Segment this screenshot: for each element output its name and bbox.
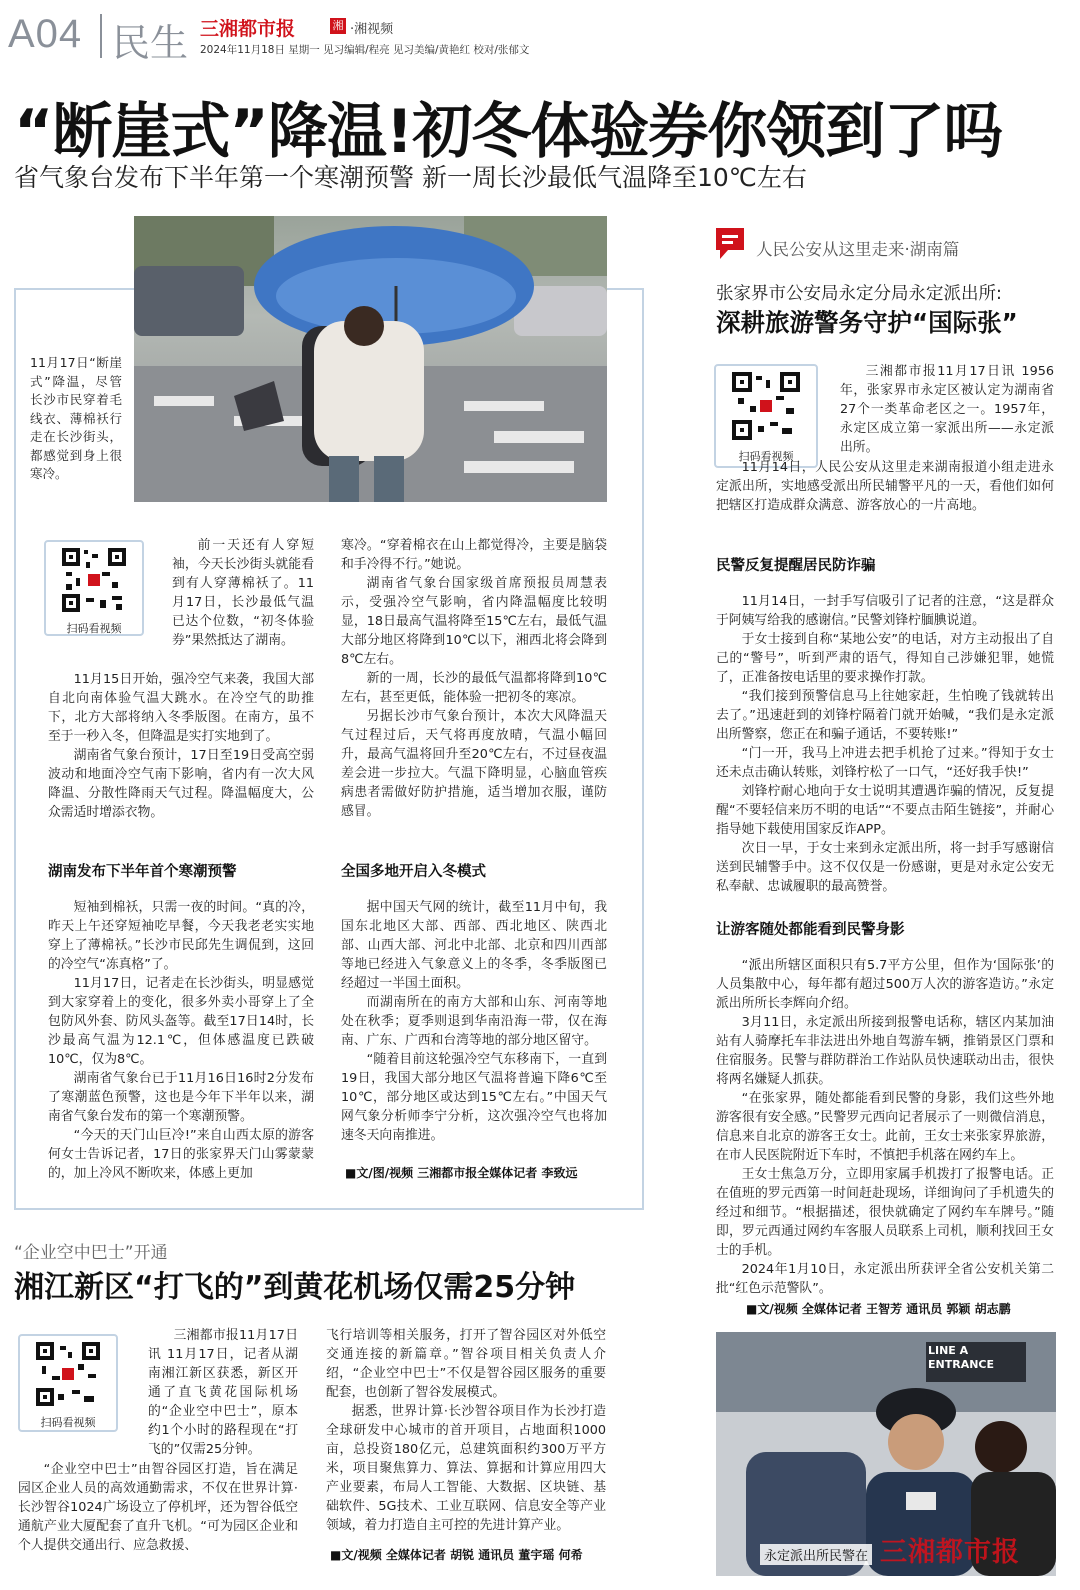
- main-subhead: 省气象台发布下半年第一个寒潮预警 新一周长沙最低气温降至10℃左右: [14, 163, 807, 192]
- paragraph: “在张家界，随处都能看到民警的身影，我们这些外地游客很有安全感。”民警罗元西向记者展示了一则微信消息，信息来自北京的游客王女士。此前，王女士来张家界旅游，在市人民医院附近下车时，不慎把手机落在网约车上。: [716, 1091, 1054, 1163]
- second-col1-top: [148, 1326, 298, 1459]
- main-col1-top: [172, 536, 314, 650]
- main-col2-bottom: [341, 898, 607, 1145]
- paragraph: “随着目前这轮强冷空气东移南下，一直到19日，我国大部分地区气温将普遍下降6℃至10℃，部分地区或达到15℃左右。”中国天气网气象分析师李宁分析，这次强冷空气也将加速冬天向南推进。: [341, 1052, 607, 1143]
- paragraph: 湖南省气象台已于11月16日16时2分发布了寒潮蓝色预警，这也是今年下半年以来，湖南省气象台发布的第一个寒潮预警。: [48, 1071, 314, 1124]
- main-col1-mid: [48, 670, 314, 822]
- main-photo: [134, 216, 607, 502]
- second-col1-bottom: [18, 1460, 298, 1555]
- second-byline: ■文/视频 全媒体记者 胡锐 通讯员 董宇瑶 何希: [330, 1548, 583, 1562]
- right-section-2: [716, 956, 1054, 1298]
- right-byline: ■文/视频 全媒体记者 王智芳 通讯员 郭颖 胡志鹏: [746, 1302, 1011, 1316]
- issue-meta: 2024年11月18日 星期一 见习编辑/程亮 见习美编/黄艳红 校对/张郁文: [200, 44, 530, 56]
- paragraph: “派出所辖区面积只有5.7平方公里，但作为‘国际张’的人员集散中心，每年都有超过500万人次的游客造访。”永定派出所所长李辉向介绍。: [716, 958, 1054, 1011]
- paragraph: 湖南省气象台预计，17日至19日受高空弱波动和地面冷空气南下影响，省内有一次大风降温、分散性降雨天气过程。降温幅度大，公众需适时增添衣物。: [48, 748, 314, 820]
- paragraph: 次日一早，于女士来到永定派出所，将一封手写感谢信送到民辅警手中。这不仅仅是一份感谢，更是对永定公安无私奉献、忠诚履职的最高赞誉。: [716, 841, 1054, 894]
- header-divider: [100, 14, 102, 58]
- main-col1-bottom: [48, 898, 314, 1183]
- paragraph: 寒冷。“穿着棉衣在山上都觉得冷，主要是脑袋和手冷得不行。”她说。: [341, 538, 607, 572]
- paragraph: 11月14日，人民公安从这里走来湖南报道小组走进永定派出所，实地感受派出所民辅警平凡的一天，看他们如何把辖区打造成群众满意、游客放心的一片高地。: [716, 460, 1054, 513]
- paragraph: 前一天还有人穿短袖，今天长沙街头就能看到有人穿薄棉袄了。11月17日，长沙最低气温已达个位数，“初冬体验券”果然抵达了湖南。: [172, 538, 314, 648]
- paragraph: “企业空中巴士”由智谷园区打造，旨在满足园区企业人员的高效通勤需求，不仅在世界计算·长沙智谷1024广场设立了停机坪，还为智谷低空通航产业大厦配套了直升飞机。“可为园区企业和个人提供交通出行、应急救援、: [18, 1462, 298, 1553]
- paragraph: 王女士焦急万分，立即用家属手机拨打了报警电话。正在值班的罗元西第一时间赶赴现场，详细询问了手机遗失的经过和细节。“根据描述，很快就确定了网约车车牌号。”随即，罗元西通过网约车客服人员联系上司机，顺利找回王女士的手机。: [716, 1167, 1054, 1258]
- second-title: 湘江新区“打飞的”到黄花机场仅需25分钟: [14, 1270, 576, 1305]
- speech-bubble-icon: [714, 226, 746, 262]
- paragraph: 据中国天气网的统计，截至11月中旬，我国东北地区大部、西部、西北地区、陕西北部、山西大部、河北中北部、北京和四川西部等地已经进入气象意义上的冬季，冬季版图已经超过一半国土面积。: [341, 900, 607, 991]
- paragraph: “今天的天门山巨冷!”来自山西太原的游客何女士告诉记者，17日的张家界天门山雾蒙蒙的，加上冷风不断吹来，体感上更加: [48, 1128, 314, 1181]
- right-subtitle-1: 民警反复提醒居民防诈骗: [716, 558, 876, 574]
- main-subtitle-1: 湖南发布下半年首个寒潮预警: [48, 864, 237, 880]
- main-photo-caption: 11月17日“断崖式”降温，尽管长沙市民穿着毛线衣、薄棉袄行走在长沙街头，都感觉到身上很寒冷。: [30, 355, 122, 481]
- paragraph: 湖南省气象台国家级首席预报员周慧表示，受强冷空气影响，省内降温幅度比较明显，18日最高气温将降至15℃左右，最低气温大部分地区将降到10℃以下，湘西北将会降到8℃左右。: [341, 576, 607, 667]
- paragraph: 而湖南所在的南方大部和山东、河南等地处在秋季；夏季则退到华南沿海一带，仅在海南、广东、广西和台湾等地的部分地区留守。: [341, 995, 607, 1048]
- main-headline: “断崖式”降温!初冬体验券你领到了吗: [14, 97, 1003, 167]
- paragraph: 11月14日，一封手写信吸引了记者的注意，“这是群众于阿姨写给我的感谢信。”民警刘锋柠腼腆说道。: [716, 594, 1054, 628]
- paragraph: 11月15日开始，强冷空气来袭，我国大部自北向南体验气温大跳水。在冷空气的助推下，北方大部将纳入冬季版图。在南方，虽不至于一秒入冬，但降温是实打实地到了。: [48, 672, 314, 744]
- main-col2-top: [341, 536, 607, 821]
- brand-logo: 三湘都市报: [200, 18, 296, 40]
- paragraph: 飞行培训等相关服务，打开了智谷园区对外低空交通连接的新篇章。”智谷项目相关负责人介绍，“企业空中巴士”不仅是智谷园区服务的重要配套，也创新了智谷发展模式。: [326, 1328, 606, 1400]
- paragraph: 新的一周，长沙的最低气温都将降到10℃左右，甚至更低，能体验一把初冬的寒凉。: [341, 671, 607, 705]
- page-number: A04: [8, 12, 83, 56]
- main-subtitle-2: 全国多地开启入冬模式: [341, 864, 486, 880]
- right-intro-top: [840, 362, 1054, 457]
- main-qr-label: 扫码看视频: [66, 622, 122, 635]
- second-qr-label: 扫码看视频: [40, 1416, 96, 1429]
- right-qr-label: 扫码看视频: [738, 450, 794, 463]
- main-byline: ■文/图/视频 三湘都市报全媒体记者 李致远: [345, 1166, 578, 1180]
- paragraph: 三湘都市报11月17日讯 1956年，张家界市永定区被认定为湖南省27个一类革命老区之一。1957年，永定区成立第一家派出所——永定派出所。: [840, 364, 1054, 455]
- right-subtitle-2: 让游客随处都能看到民警身影: [716, 922, 905, 938]
- paragraph: 11月17日，记者走在长沙街头，明显感觉到大家穿着上的变化，很多外卖小哥穿上了全包防风外套、防风头盔等。截至17日14时，长沙最高气温为12.1℃，但体感温度已跌破10℃，仅为8℃。: [48, 976, 314, 1067]
- paragraph: 刘锋柠耐心地向于女士说明其遭遇诈骗的情况，反复提醒“不要轻信来历不明的电话”“不要点击陌生链接”，并耐心指导她下载使用国家反诈APP。: [716, 784, 1054, 837]
- police-photo-sign: LINE A ENTRANCE: [928, 1344, 994, 1371]
- second-kicker: “企业空中巴士”开通: [14, 1243, 168, 1263]
- second-qr-code[interactable]: [18, 1334, 118, 1432]
- right-intro-bottom: [716, 458, 1054, 515]
- section-name: 民生: [112, 21, 189, 65]
- paragraph: 3月11日，永定派出所接到报警电话称，辖区内某加油站有人骑摩托车非法进出外地自驾游车辆，推销景区门票和住宿服务。民警与群防群治工作站队员快速联动出击，很快将两名嫌疑人抓获。: [716, 1015, 1054, 1087]
- right-section-1: [716, 592, 1054, 896]
- right-subtitle: 张家界市公安局永定分局永定派出所:: [716, 284, 1002, 304]
- paragraph: “我们接到预警信息马上往她家赶，生怕晚了钱就转出去了。”迅速赶到的刘锋柠隔着门就开始喊，“我们是永定派出所警察，您正在和骗子通话，不要转账!”: [716, 689, 1054, 742]
- paragraph: “门一开，我马上冲进去把手机抢了过来。”得知于女士还未点击确认转账，刘锋柠松了一口气，“还好我手快!”: [716, 746, 1054, 780]
- right-kicker: 人民公安从这里走来·湖南篇: [756, 240, 960, 259]
- right-title: 深耕旅游警务守护“国际张”: [716, 308, 1018, 337]
- paragraph: 据悉，世界计算·长沙智谷项目作为长沙打造全球研发中心城市的首开项目，占地面积1000亩，总投资180亿元，总建筑面积约300万平方米，项目聚焦算力、算法、算据和计算应用四大产业要素，布局人工智能、大数据、区块链、基础软件、5G技术、工业互联网、信息安全等产业领域，着力打造自主可控的先进计算产业。: [326, 1404, 606, 1533]
- main-qr-code[interactable]: [44, 540, 144, 636]
- brand-badge-icon: 湘: [330, 18, 346, 34]
- police-photo-caption: 永定派出所民警在: [760, 1544, 872, 1565]
- paragraph: 另据长沙市气象台预计，本次大风降温天气过程过后，天气将再度放晴，气温小幅回升，最高气温将回升至20℃左右，不过昼夜温差会进一步拉大。气温下降明显，心脑血管疾病患者需做好防护措施，适当增加衣服，谨防感冒。: [341, 709, 607, 819]
- right-qr-code[interactable]: [714, 364, 818, 468]
- paragraph: 短袖到棉袄，只需一夜的时间。“真的冷，昨天上午还穿短袖吃早餐，今天我老老实实地穿上了薄棉袄。”长沙市民邱先生调侃到，这回的冷空气“冻真格”了。: [48, 900, 314, 972]
- paragraph: 于女士接到自称“某地公安”的电话，对方主动报出了自己的“警号”，听到严肃的语气，得知自己涉嫌犯罪，她慌了，正准备按电话里的要求操作打款。: [716, 632, 1054, 685]
- watermark-logo: 三湘都市报: [880, 1537, 1020, 1568]
- paragraph: 2024年1月10日，永定派出所获评全省公安机关第二批“红色示范警队”。: [716, 1262, 1054, 1296]
- brand-video: ·湘视频: [350, 22, 394, 37]
- second-col2: [326, 1326, 606, 1535]
- paragraph: 三湘都市报11月17日讯 11月17日，记者从湖南湘江新区获悉，新区开通了直飞黄花国际机场的“企业空中巴士”，原本约1个小时的路程现在“打飞的”仅需25分钟。: [148, 1328, 298, 1457]
